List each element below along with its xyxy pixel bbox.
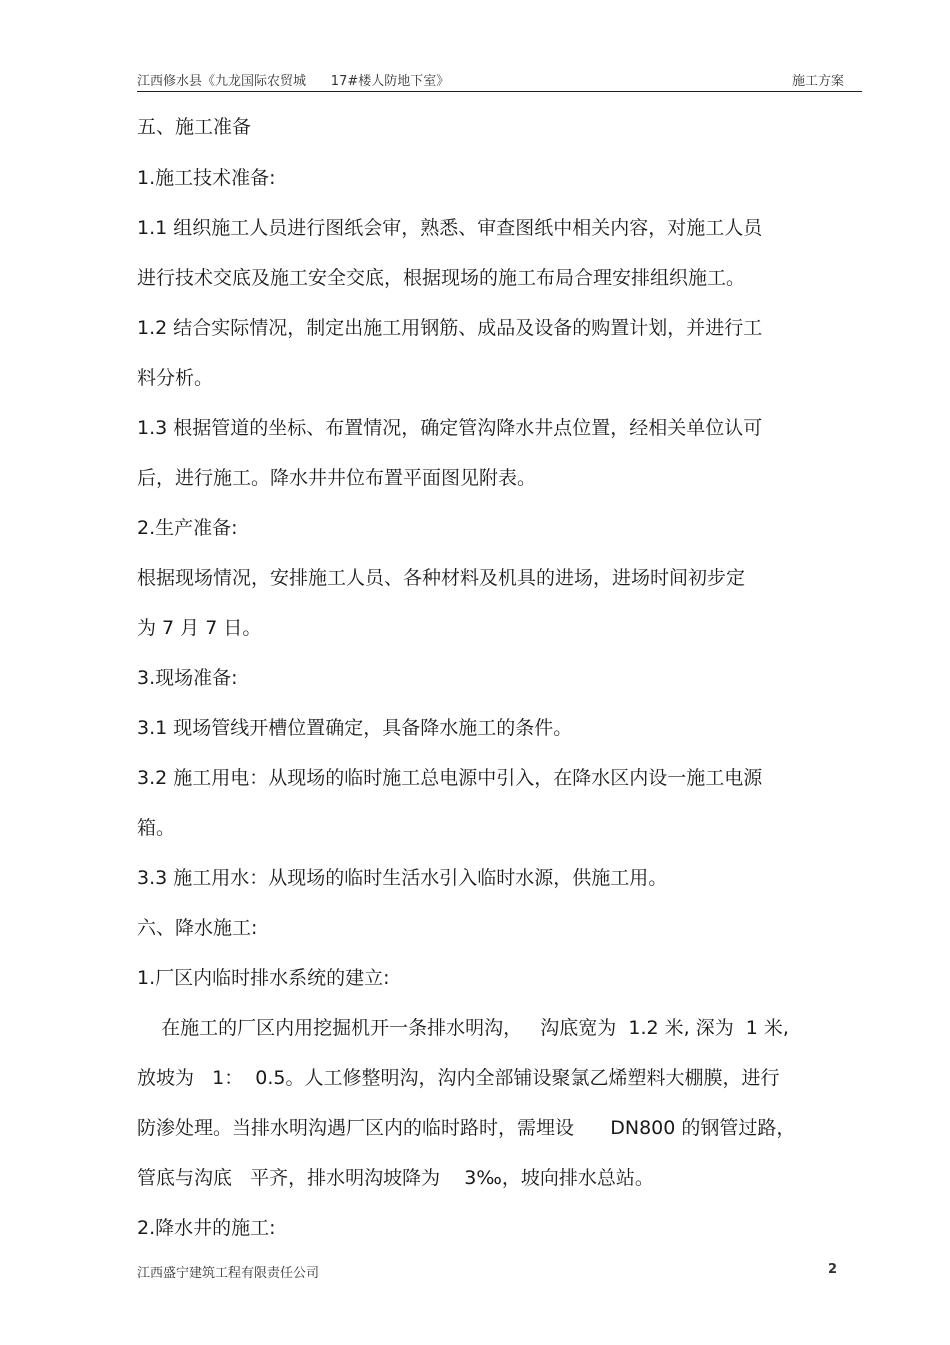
page-header <box>137 70 862 92</box>
paragraph-line: 放坡为 1： 0.5。人工修整明沟，沟内全部铺设聚氯乙烯塑料大棚膜，进行 <box>137 1067 780 1089</box>
paragraph-line: 进行技术交底及施工安全交底，根据现场的施工布局合理安排组织施工。 <box>137 267 746 289</box>
paragraph-line: 3.3 施工用水：从现场的临时生活水引入临时水源，供施工用。 <box>137 867 668 889</box>
subsection-heading: 1.厂区内临时排水系统的建立: <box>137 967 390 989</box>
paragraph-line: 根据现场情况，安排施工人员、各种材料及机具的进场，进场时间初步定 <box>137 567 746 589</box>
paragraph-line: 防渗处理。当排水明沟遇厂区内的临时路时，需埋设 DN800 的钢管过路， <box>137 1117 796 1139</box>
footer-company: 江西盛宁建筑工程有限责任公司 <box>137 1266 320 1281</box>
section-heading: 五、施工准备 <box>137 116 252 138</box>
paragraph-line: 箱。 <box>137 817 176 839</box>
paragraph-line: 管底与沟底 平齐，排水明沟坡降为 3‰，坡向排水总站。 <box>137 1167 654 1189</box>
paragraph-line: 后，进行施工。降水井井位布置平面图见附表。 <box>137 467 537 489</box>
paragraph-line: 3.2 施工用电：从现场的临时施工总电源中引入，在降水区内设一施工电源 <box>137 767 763 789</box>
header-divider <box>137 91 862 92</box>
paragraph-line: 在施工的厂区内用挖掘机开一条排水明沟， 沟底宽为 1.2 米, 深为 1 米, <box>137 1017 789 1039</box>
paragraph-line: 1.2 结合实际情况，制定出施工用钢筋、成品及设备的购置计划，并进行工 <box>137 317 763 339</box>
paragraph-line: 料分析。 <box>137 367 214 389</box>
paragraph-line: 1.3 根据管道的坐标、布置情况，确定管沟降水井点位置，经相关单位认可 <box>137 417 763 439</box>
header-doc-type: 施工方案 <box>791 74 844 89</box>
subsection-heading: 2.生产准备: <box>137 517 238 539</box>
paragraph-line: 1.1 组织施工人员进行图纸会审，熟悉、审查图纸中相关内容，对施工人员 <box>137 217 763 239</box>
page-number: 2 <box>827 1262 837 1277</box>
subsection-heading: 3.现场准备: <box>137 667 238 689</box>
paragraph-line: 为 7 月 7 日。 <box>137 617 262 639</box>
header-project-title: 江西修水县《九龙国际农贸城 17#楼人防地下室》 <box>137 74 450 89</box>
subsection-heading: 1.施工技术准备: <box>137 167 276 189</box>
subsection-heading: 2.降水井的施工: <box>137 1217 276 1239</box>
paragraph-line: 3.1 现场管线开槽位置确定，具备降水施工的条件。 <box>137 717 573 739</box>
section-heading: 六、降水施工: <box>137 917 258 939</box>
